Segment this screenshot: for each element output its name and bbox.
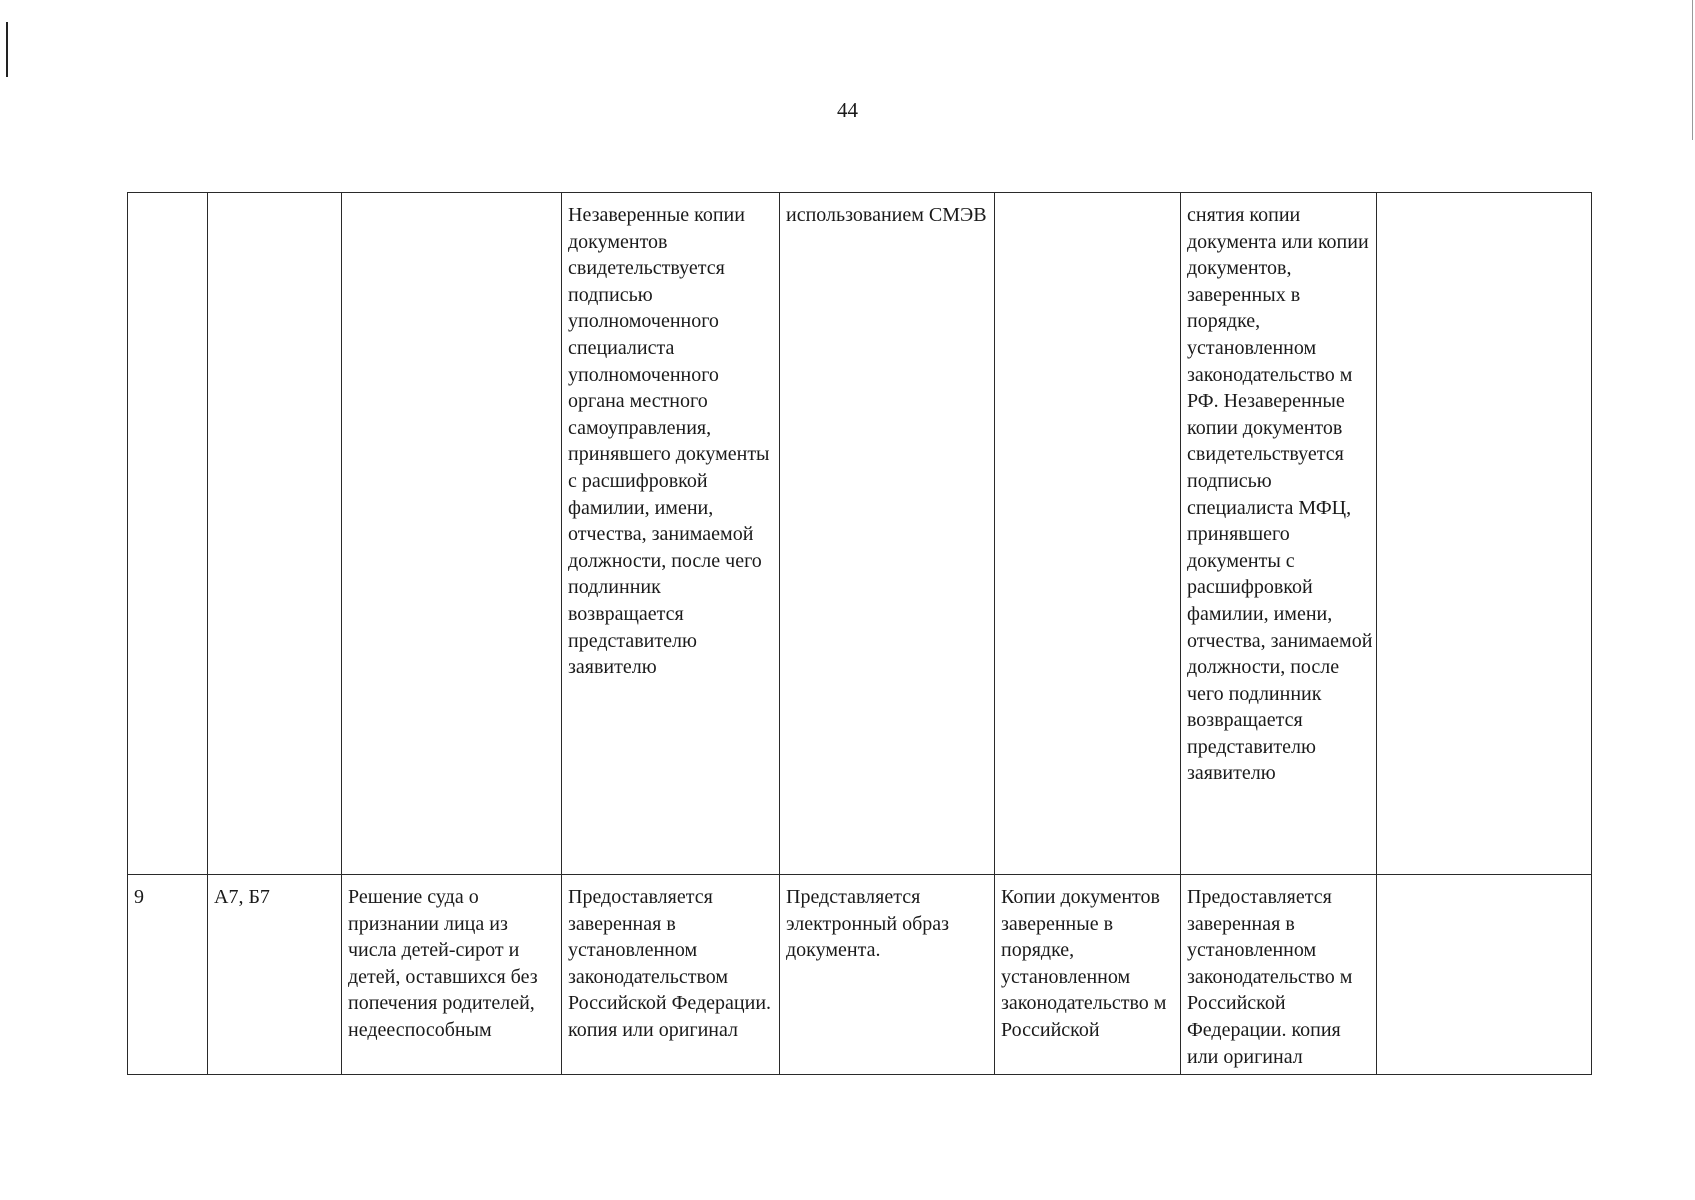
cell-number: 9 [128,875,208,1075]
page-number: 44 [837,98,858,122]
cell-submission-paper: Предоставляется заверенная в установленном законодательством Российской Федерации. копия или оригинал [562,875,780,1075]
cell-notes [1377,193,1592,875]
table-row-continuation [128,193,1592,875]
cell-submission-electronic: Представляется электронный образ документа. [780,875,995,1075]
scan-edge-mark [6,22,8,77]
cell-requirements: Копии документов заверенные в порядке, установленном законодательство м Российской [995,875,1181,1075]
table-row-9 [128,875,1592,1075]
cell-mfc-submission: Предоставляется заверенная в установленном законодательство м Российской Федерации. копия или оригинал [1181,875,1377,1075]
cell-notes [1377,875,1592,1075]
cell-number [128,193,208,875]
cell-document-name [342,193,562,875]
cell-document-name: Решение суда о признании лица из числа детей-сирот и детей, оставшихся без попечения родителей, недееспособным [342,875,562,1075]
cell-code [208,193,342,875]
cell-submission-paper: Незаверенные копии документов свидетельствуется подписью уполномоченного специалиста уполномоченного органа местного самоуправления, принявшего документы с расшифровкой фамилии, имени, отчества, занимаемой должности, после чего подлинник возвращается представителю заявителю [562,193,780,875]
cell-mfc-submission: снятия копии документа или копии документов, заверенных в порядке, установленном законодательство м РФ. Незаверенные копии документов свидетельствуется подписью специалиста МФЦ, принявшего документы с расшифровкой фамилии, имени, отчества, занимаемой должности, после чего подлинник возвращается представителю заявителю [1181,193,1377,875]
cell-code: А7, Б7 [208,875,342,1075]
cell-submission-electronic: использованием СМЭВ [780,193,995,875]
cell-requirements [995,193,1181,875]
documents-table [127,192,1592,1075]
